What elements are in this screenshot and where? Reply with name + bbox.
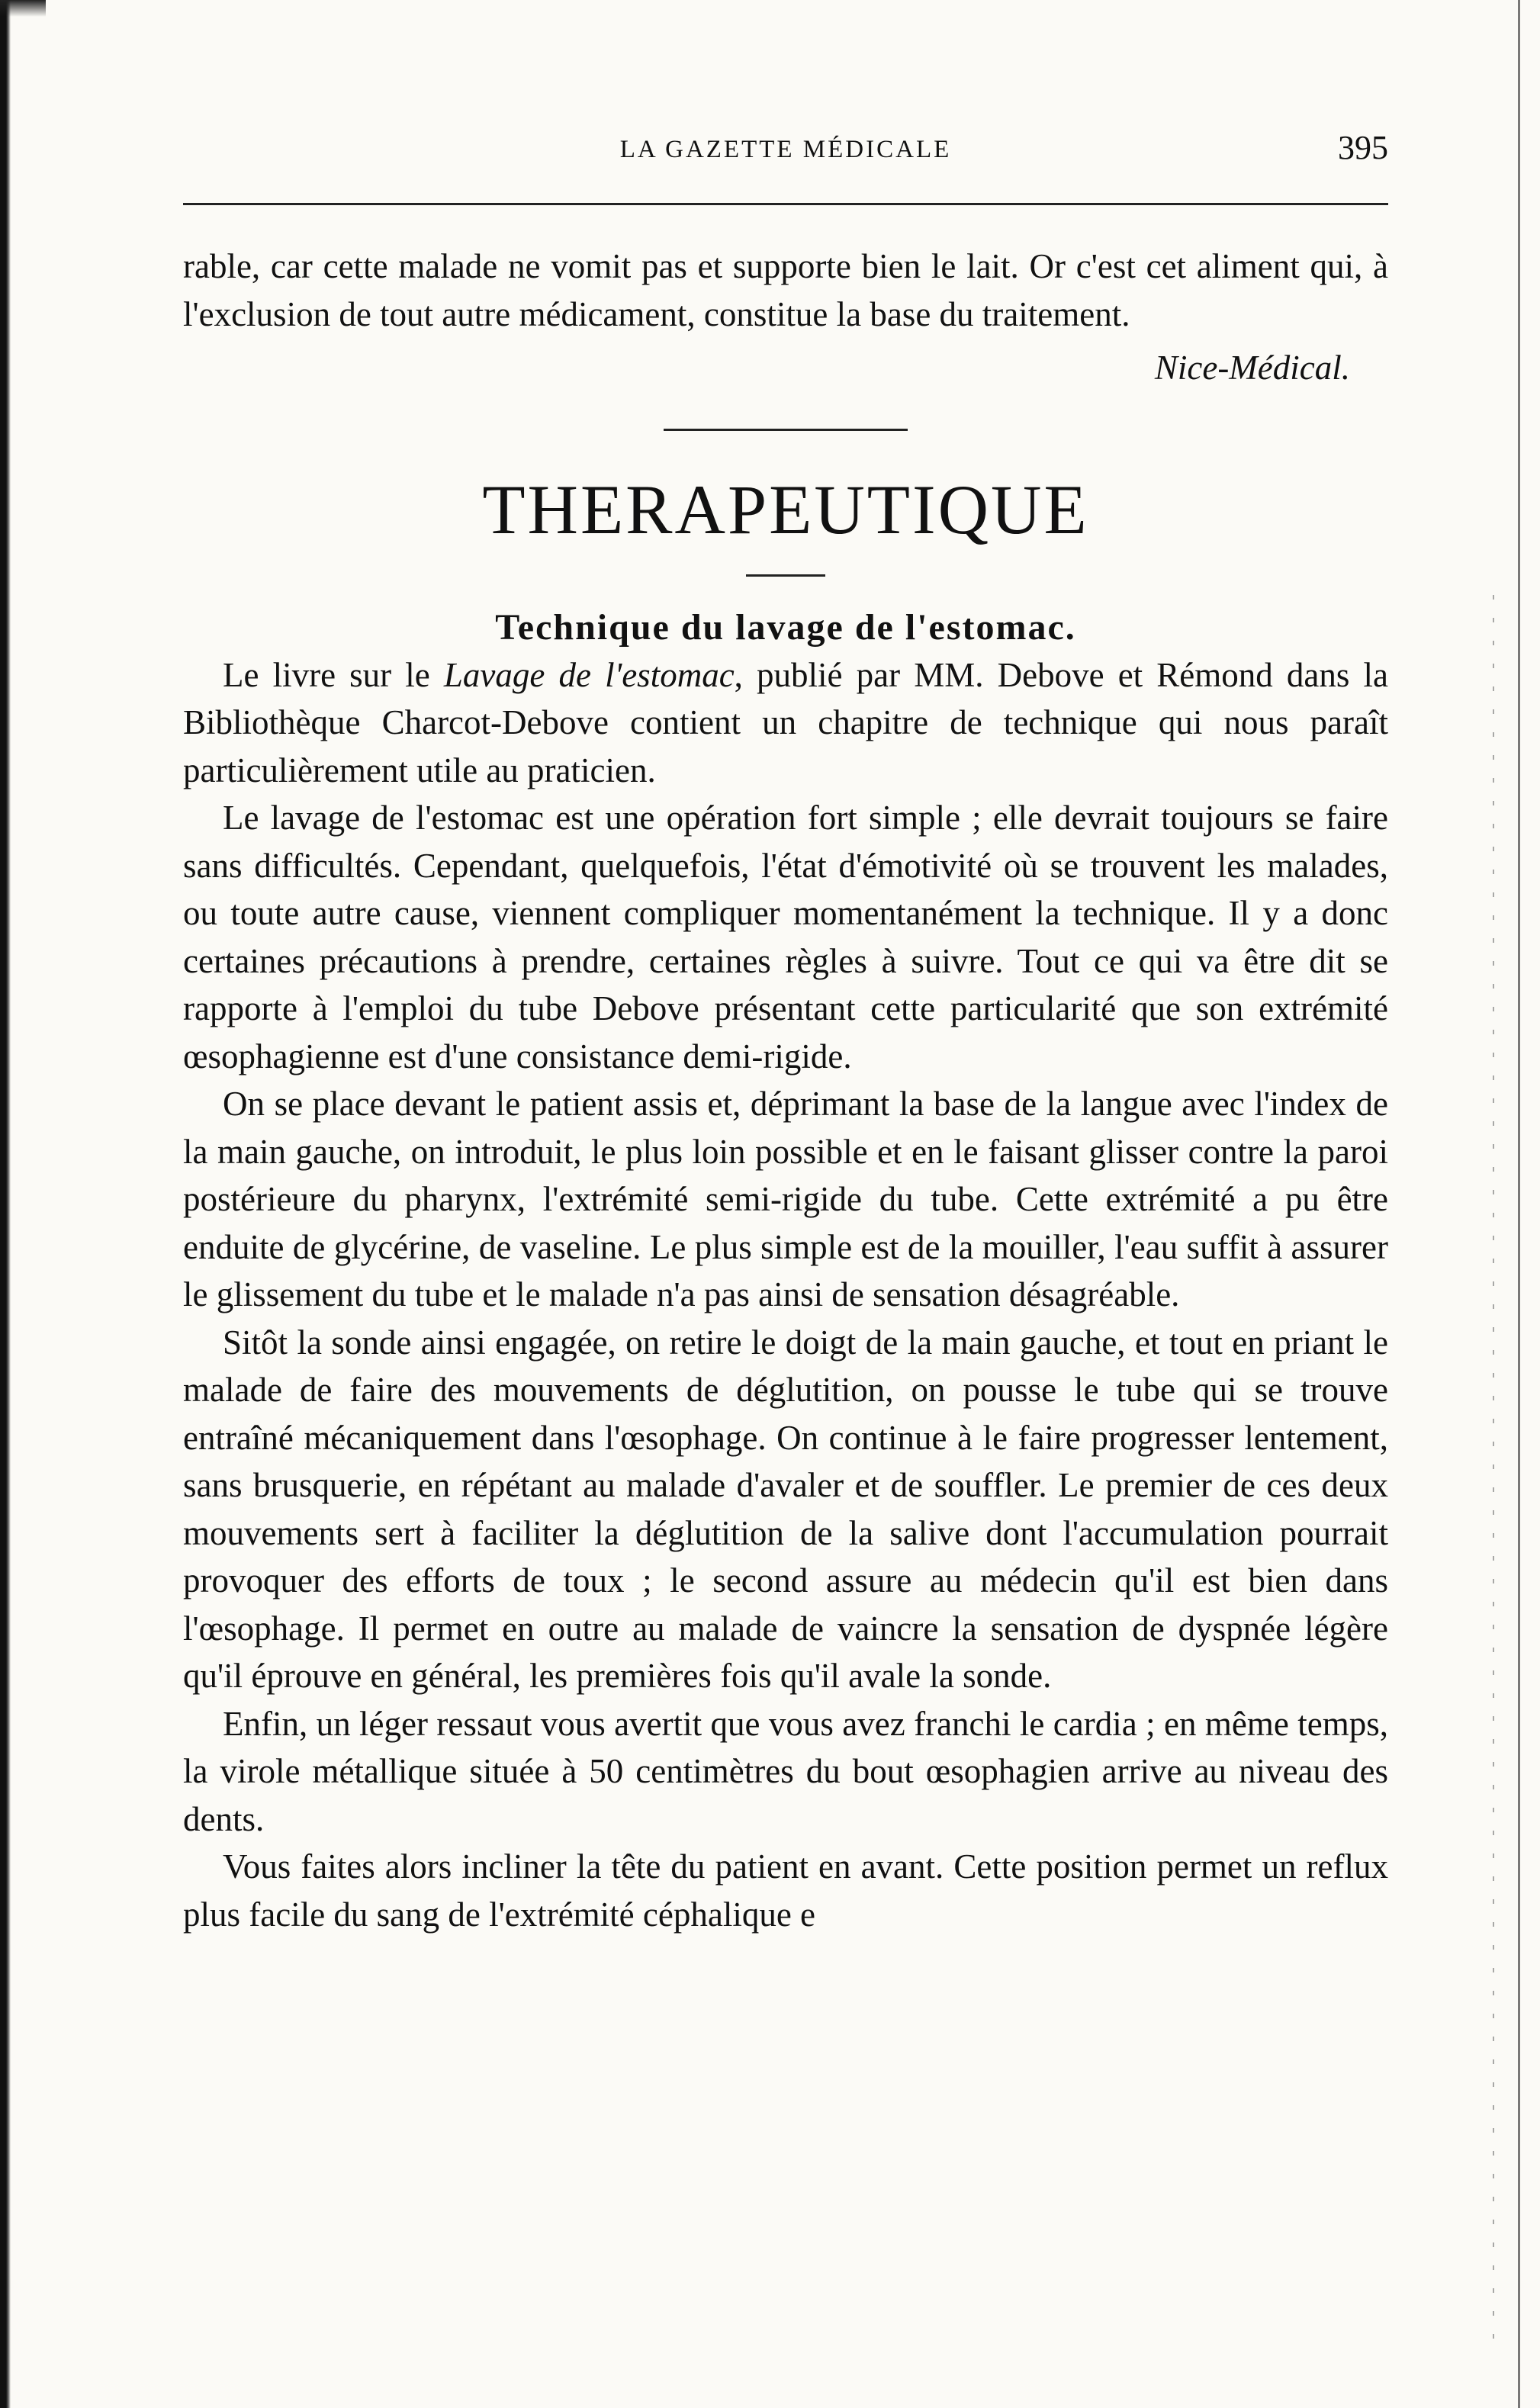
paragraph: Enfin, un léger ressaut vous avertit que vous avez franchi le cardia ; en même temps, la virole métallique située à 50 centimètres du bout œsophagien arrive au niveau des dents. (183, 1704, 1388, 1838)
page-number: 395 (1338, 129, 1388, 166)
source-attribution: Nice-Médical. (1154, 349, 1350, 387)
paragraph: Vous faites alors incliner la tête du patient en avant. Cette position permet un reflux plus facile du sang de l'extrémité céphalique e (183, 1847, 1388, 1934)
section-divider (664, 429, 908, 431)
paragraph-text: Le livre sur le (223, 655, 444, 694)
page-edge-line (1518, 0, 1520, 2408)
page-edge-marks (1493, 595, 1494, 2349)
section-title: THERAPEUTIQUE (482, 470, 1089, 548)
paragraph: Sitôt la sonde ainsi engagée, on retire le doigt de la main gauche, et tout en priant le malade de faire des mouvements de déglutition, on pousse le tube qui se trouve entraîné mécaniquement dans l'œsophage. On continue à le faire progresser lentement, sans brusquerie, en répétant au malade d'avaler et de souffler. Le premier de ces deux mouvements sert à faciliter la déglutition de la salive dont l'accumulation pourrait provoquer des efforts de toux ; le second assure au médecin qu'il est bien dans l'œsophage. Il permet en outre au malade de vaincre la sensation de dyspnée légère qu'il éprouve en général, les premières fois qu'il avale la sonde. (183, 1323, 1388, 1695)
paragraph: Le lavage de l'estomac est une opération fort simple ; elle devrait toujours se faire sans difficultés. Cependant, quelquefois, l'état d'émotivité où se trouvent les malades, ou toute autre cause, viennent compliquer momentanément la technique. Il y a donc certaines précautions à prendre, certaines règles à suivre. Tout ce qui va être dit se rapporte à l'emploi du tube Debove présentant cette particularité que son extrémité œsophagienne est d'une consistance demi-rigide. (183, 799, 1388, 1075)
page-corner-shadow (0, 0, 46, 17)
header-rule (183, 203, 1388, 205)
article-title: Technique du lavage de l'estomac. (495, 606, 1076, 648)
page-header (183, 122, 1388, 175)
running-head: LA GAZETTE MÉDICALE (619, 136, 952, 163)
page-body (183, 243, 1388, 1938)
paragraph: On se place devant le patient assis et, déprimant la base de la langue avec l'index de la main gauche, on introduit, le plus loin possible et en le faisant glisser contre la paroi postérieure du pharynx, l'extrémité semi-rigide du tube. Cette extrémité a pu être enduite de glycérine, de vaseline. Le plus simple est de la mouiller, l'eau suffit à assurer le glissement du tube et le malade n'a pas ainsi de sensation désagréable. (183, 1085, 1388, 1313)
title-rule (746, 574, 825, 577)
paragraph (183, 651, 1388, 795)
paragraph-text: , publié par MM. Debove et Rémond dans la Bibliothèque Charcot-Debove contient un chapitre de technique qui nous paraît particulièrement utile au praticien. (183, 655, 1388, 789)
book-title: Lavage de l'estomac (443, 655, 735, 694)
continuation-paragraph: rable, car cette malade ne vomit pas et supporte bien le lait. Or c'est cet aliment qui, à l'exclusion de tout autre médicament, constitue la base du traitement. (183, 247, 1388, 333)
page-edge-shadow (0, 0, 11, 2408)
